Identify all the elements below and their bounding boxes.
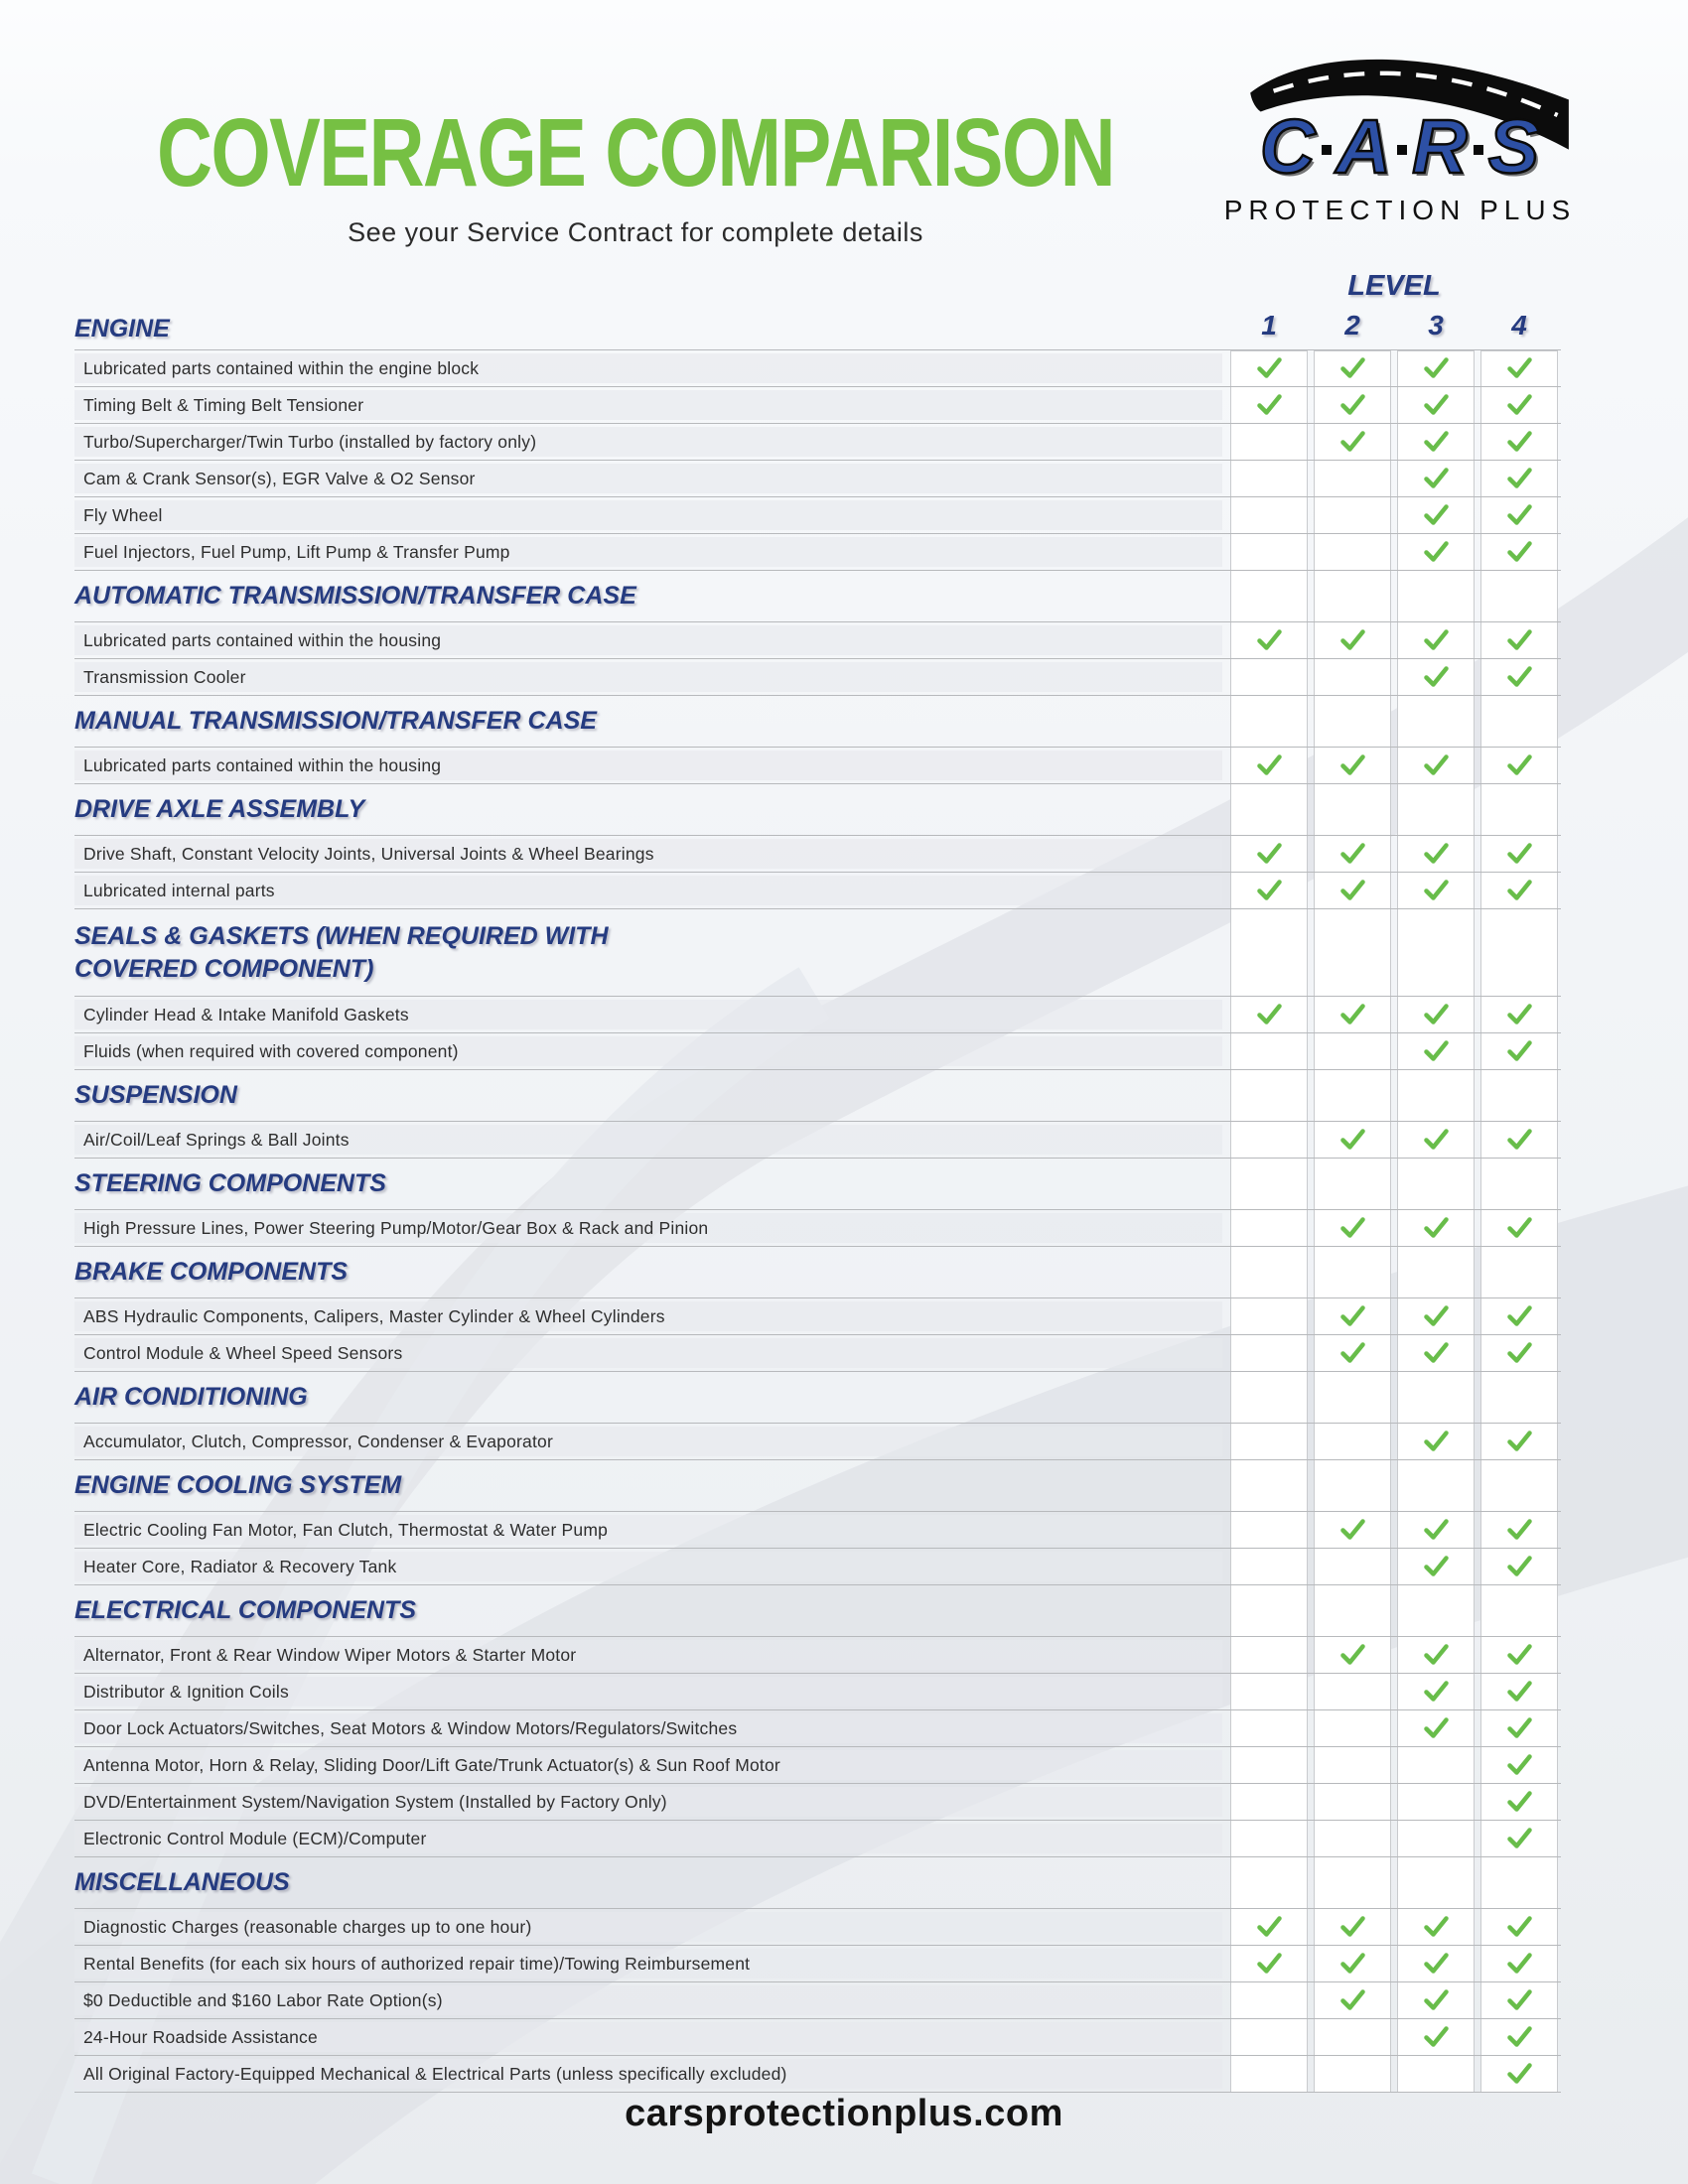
level-cell xyxy=(1311,1304,1394,1328)
level-cell xyxy=(1477,1216,1561,1240)
level-cell xyxy=(1394,393,1477,417)
check-icon xyxy=(1339,393,1366,417)
logo-letter: A xyxy=(1336,104,1393,190)
level-cell xyxy=(1477,1341,1561,1365)
section-header xyxy=(74,571,1561,622)
check-icon xyxy=(1423,540,1450,564)
check-icon xyxy=(1506,842,1533,866)
check-icon xyxy=(1339,628,1366,652)
level-cell xyxy=(1227,753,1311,777)
logo-dot xyxy=(1474,145,1483,155)
table-row xyxy=(74,1512,1561,1549)
row-label: Drive Shaft, Constant Velocity Joints, Universal Joints & Wheel Bearings xyxy=(83,843,654,864)
level-cell xyxy=(1477,1790,1561,1814)
section-title: STEERING COMPONENTS xyxy=(74,1169,386,1198)
header xyxy=(0,98,1271,248)
level-cell xyxy=(1477,393,1561,417)
column-header-row xyxy=(74,298,1561,347)
check-icon xyxy=(1423,1643,1450,1667)
level-column-2: 2 xyxy=(1344,310,1360,341)
table-row xyxy=(74,1637,1561,1674)
level-cell xyxy=(1394,1518,1477,1542)
check-icon xyxy=(1423,665,1450,689)
logo-letter: C xyxy=(1259,104,1317,190)
level-column-4: 4 xyxy=(1511,310,1527,341)
level-cell xyxy=(1227,393,1311,417)
check-icon xyxy=(1423,356,1450,380)
check-icon xyxy=(1506,2062,1533,2086)
row-label: Diagnostic Charges (reasonable charges up to one hour) xyxy=(83,1916,532,1937)
section-title: AIR CONDITIONING xyxy=(74,1383,308,1412)
check-icon xyxy=(1506,1753,1533,1777)
row-label: Control Module & Wheel Speed Sensors xyxy=(83,1342,403,1363)
level-cell xyxy=(1227,842,1311,866)
check-icon xyxy=(1256,1915,1283,1939)
level-cell xyxy=(1394,356,1477,380)
check-icon xyxy=(1256,1952,1283,1976)
table-row xyxy=(74,1821,1561,1857)
level-cell xyxy=(1394,1304,1477,1328)
check-icon xyxy=(1339,1518,1366,1542)
check-icon xyxy=(1339,1341,1366,1365)
table-row xyxy=(74,1298,1561,1335)
table-row xyxy=(74,497,1561,534)
level-cell xyxy=(1477,665,1561,689)
level-cell xyxy=(1477,1518,1561,1542)
section-title: BRAKE COMPONENTS xyxy=(74,1258,349,1287)
check-icon xyxy=(1506,1716,1533,1740)
check-icon xyxy=(1256,1003,1283,1026)
row-label: Lubricated parts contained within the housing xyxy=(83,629,442,650)
table-row xyxy=(74,424,1561,461)
table-row xyxy=(74,1424,1561,1460)
level-cell xyxy=(1311,753,1394,777)
level-cell xyxy=(1311,628,1394,652)
level-cell xyxy=(1394,1430,1477,1453)
row-label: Cylinder Head & Intake Manifold Gaskets xyxy=(83,1004,409,1024)
row-label: Turbo/Supercharger/Twin Turbo (installed by factory only) xyxy=(83,431,537,452)
check-icon xyxy=(1423,1430,1450,1453)
level-cell xyxy=(1311,1216,1394,1240)
row-label: Fluids (when required with covered component) xyxy=(83,1040,459,1061)
level-cell xyxy=(1477,879,1561,902)
check-icon xyxy=(1339,753,1366,777)
row-label: Fuel Injectors, Fuel Pump, Lift Pump & Transfer Pump xyxy=(83,541,510,562)
level-cell xyxy=(1477,1753,1561,1777)
level-cell xyxy=(1227,1915,1311,1939)
coverage-table xyxy=(74,349,1561,2093)
table-row xyxy=(74,1210,1561,1247)
check-icon xyxy=(1506,1555,1533,1578)
check-icon xyxy=(1339,1643,1366,1667)
check-icon xyxy=(1256,393,1283,417)
row-label: Antenna Motor, Horn & Relay, Sliding Door/Lift Gate/Trunk Actuator(s) & Sun Roof Motor xyxy=(83,1754,780,1775)
section-title: SUSPENSION xyxy=(74,1081,237,1110)
check-icon xyxy=(1423,753,1450,777)
row-label: Timing Belt & Timing Belt Tensioner xyxy=(83,394,364,415)
table-row xyxy=(74,1674,1561,1710)
row-label: Air/Coil/Leaf Springs & Ball Joints xyxy=(83,1129,350,1150)
level-cell xyxy=(1477,1988,1561,2012)
check-icon xyxy=(1506,393,1533,417)
level-cell xyxy=(1227,1003,1311,1026)
check-icon xyxy=(1256,628,1283,652)
check-icon xyxy=(1423,1518,1450,1542)
row-label: DVD/Entertainment System/Navigation System (Installed by Factory Only) xyxy=(83,1791,667,1812)
table-row xyxy=(74,350,1561,387)
level-cell xyxy=(1477,1555,1561,1578)
section-header xyxy=(74,1857,1561,1909)
table-row xyxy=(74,1549,1561,1585)
table-row xyxy=(74,873,1561,909)
level-column-1: 1 xyxy=(1261,310,1277,341)
level-cell xyxy=(1311,1518,1394,1542)
row-label: Lubricated parts contained within the housing xyxy=(83,754,442,775)
level-cell xyxy=(1394,665,1477,689)
check-icon xyxy=(1256,879,1283,902)
level-cell xyxy=(1311,393,1394,417)
check-icon xyxy=(1256,842,1283,866)
row-label: Alternator, Front & Rear Window Wiper Motors & Starter Motor xyxy=(83,1644,577,1665)
check-icon xyxy=(1339,430,1366,454)
level-cell xyxy=(1477,1716,1561,1740)
section-header xyxy=(74,696,1561,748)
level-cell xyxy=(1227,879,1311,902)
check-icon xyxy=(1506,753,1533,777)
section-header xyxy=(74,1070,1561,1122)
check-icon xyxy=(1256,753,1283,777)
check-icon xyxy=(1506,628,1533,652)
level-cell xyxy=(1394,842,1477,866)
check-icon xyxy=(1423,1003,1450,1026)
logo-dot xyxy=(1397,145,1407,155)
row-label: Electric Cooling Fan Motor, Fan Clutch, Thermostat & Water Pump xyxy=(83,1519,609,1540)
level-cell xyxy=(1394,2025,1477,2049)
check-icon xyxy=(1506,2025,1533,2049)
check-icon xyxy=(1506,879,1533,902)
check-icon xyxy=(1506,1827,1533,1850)
check-icon xyxy=(1339,356,1366,380)
table-row xyxy=(74,1982,1561,2019)
level-cell xyxy=(1394,503,1477,527)
section-header xyxy=(74,1460,1561,1512)
table-row xyxy=(74,1335,1561,1372)
table-row xyxy=(74,461,1561,497)
check-icon xyxy=(1506,1790,1533,1814)
check-icon xyxy=(1506,1952,1533,1976)
table-row xyxy=(74,1033,1561,1070)
row-label: Accumulator, Clutch, Compressor, Condenser & Evaporator xyxy=(83,1431,554,1451)
table-row xyxy=(74,659,1561,696)
table-row xyxy=(74,1909,1561,1946)
level-cell xyxy=(1477,1003,1561,1026)
level-cell xyxy=(1394,1216,1477,1240)
level-cell xyxy=(1394,1643,1477,1667)
check-icon xyxy=(1506,1643,1533,1667)
check-icon xyxy=(1339,1216,1366,1240)
row-label: Distributor & Ignition Coils xyxy=(83,1681,289,1702)
level-cell xyxy=(1311,1128,1394,1152)
check-icon xyxy=(1339,1304,1366,1328)
table-row xyxy=(74,1710,1561,1747)
section-header xyxy=(74,1372,1561,1424)
check-icon xyxy=(1506,1304,1533,1328)
check-icon xyxy=(1339,1988,1366,2012)
level-cell xyxy=(1477,467,1561,490)
row-label: Door Lock Actuators/Switches, Seat Motors & Window Motors/Regulators/Switches xyxy=(83,1717,738,1738)
row-label: Cam & Crank Sensor(s), EGR Valve & O2 Sensor xyxy=(83,468,476,488)
level-cell xyxy=(1477,753,1561,777)
logo-letter: R xyxy=(1412,104,1469,190)
row-label: Transmission Cooler xyxy=(83,666,246,687)
check-icon xyxy=(1423,1988,1450,2012)
level-cell xyxy=(1394,1988,1477,2012)
check-icon xyxy=(1506,1039,1533,1063)
check-icon xyxy=(1506,467,1533,490)
check-icon xyxy=(1506,430,1533,454)
table-row xyxy=(74,836,1561,873)
level-cell xyxy=(1477,1827,1561,1850)
check-icon xyxy=(1423,842,1450,866)
logo-letter: S xyxy=(1487,104,1541,190)
row-label: All Original Factory-Equipped Mechanical & Electrical Parts (unless specifically excluded) xyxy=(83,2063,787,2084)
level-cell xyxy=(1477,1680,1561,1704)
level-cell xyxy=(1311,1988,1394,2012)
section-title: ELECTRICAL COMPONENTS xyxy=(74,1596,416,1625)
check-icon xyxy=(1423,503,1450,527)
row-label: Lubricated internal parts xyxy=(83,880,275,900)
section-title: SEALS & GASKETS (WHEN REQUIRED WITH COVERED COMPONENT) xyxy=(74,922,609,983)
check-icon xyxy=(1423,430,1450,454)
section-header xyxy=(74,784,1561,836)
section-header xyxy=(74,1159,1561,1210)
table-row xyxy=(74,534,1561,571)
check-icon xyxy=(1339,842,1366,866)
check-icon xyxy=(1506,1216,1533,1240)
check-icon xyxy=(1506,1003,1533,1026)
level-cell xyxy=(1477,2025,1561,2049)
check-icon xyxy=(1506,540,1533,564)
section-title: AUTOMATIC TRANSMISSION/TRANSFER CASE xyxy=(74,582,636,611)
page-title: COVERAGE COMPARISON xyxy=(156,98,1115,206)
row-label: $0 Deductible and $160 Labor Rate Option(s) xyxy=(83,1989,443,2010)
level-cell xyxy=(1227,356,1311,380)
check-icon xyxy=(1423,1039,1450,1063)
table-row xyxy=(74,1784,1561,1821)
check-icon xyxy=(1423,879,1450,902)
check-icon xyxy=(1423,1716,1450,1740)
level-column-3: 3 xyxy=(1428,310,1444,341)
level-cell xyxy=(1227,628,1311,652)
level-cell xyxy=(1394,1003,1477,1026)
table-row xyxy=(74,622,1561,659)
check-icon xyxy=(1423,1341,1450,1365)
cars-protection-plus-logo xyxy=(1199,38,1601,241)
level-cell xyxy=(1477,842,1561,866)
section-header xyxy=(74,1247,1561,1298)
table-row xyxy=(74,748,1561,784)
check-icon xyxy=(1423,1555,1450,1578)
level-cell xyxy=(1311,356,1394,380)
row-label: Rental Benefits (for each six hours of authorized repair time)/Towing Reimbursement xyxy=(83,1953,751,1974)
check-icon xyxy=(1339,879,1366,902)
check-icon xyxy=(1506,665,1533,689)
table-row xyxy=(74,387,1561,424)
level-cell xyxy=(1311,842,1394,866)
level-cell xyxy=(1394,879,1477,902)
check-icon xyxy=(1339,1952,1366,1976)
check-icon xyxy=(1423,2025,1450,2049)
level-header-label: LEVEL xyxy=(1347,270,1441,302)
row-label: Heater Core, Radiator & Recovery Tank xyxy=(83,1556,397,1576)
section-title: MISCELLANEOUS xyxy=(74,1868,290,1897)
check-icon xyxy=(1423,467,1450,490)
check-icon xyxy=(1506,1680,1533,1704)
check-icon xyxy=(1423,1680,1450,1704)
level-cell xyxy=(1394,1716,1477,1740)
check-icon xyxy=(1423,1915,1450,1939)
website-url: carsprotectionplus.com xyxy=(625,2093,1063,2134)
level-cell xyxy=(1394,430,1477,454)
level-cell xyxy=(1311,1915,1394,1939)
check-icon xyxy=(1423,1128,1450,1152)
check-icon xyxy=(1506,356,1533,380)
table-row xyxy=(74,2056,1561,2093)
level-cell xyxy=(1477,2062,1561,2086)
logo-brand-text xyxy=(1199,104,1601,190)
check-icon xyxy=(1506,1988,1533,2012)
check-icon xyxy=(1506,1128,1533,1152)
table-row xyxy=(74,1747,1561,1784)
level-cell xyxy=(1477,430,1561,454)
level-cell xyxy=(1394,540,1477,564)
level-cell xyxy=(1311,879,1394,902)
table-row xyxy=(74,1946,1561,1982)
check-icon xyxy=(1423,393,1450,417)
level-cell xyxy=(1477,1643,1561,1667)
check-icon xyxy=(1423,1216,1450,1240)
check-icon xyxy=(1506,1915,1533,1939)
row-label: Fly Wheel xyxy=(83,504,163,525)
section-title: ENGINE xyxy=(74,315,170,342)
footer xyxy=(0,2093,1688,2135)
level-cell xyxy=(1477,628,1561,652)
level-cell xyxy=(1227,1952,1311,1976)
logo-dot xyxy=(1322,145,1332,155)
level-cell xyxy=(1477,1915,1561,1939)
level-cell xyxy=(1394,1128,1477,1152)
level-cell xyxy=(1477,1304,1561,1328)
section-header xyxy=(74,1585,1561,1637)
table-row xyxy=(74,1122,1561,1159)
level-cell xyxy=(1477,503,1561,527)
check-icon xyxy=(1423,1304,1450,1328)
row-label: Lubricated parts contained within the engine block xyxy=(83,357,480,378)
level-cell xyxy=(1394,1952,1477,1976)
section-title: ENGINE COOLING SYSTEM xyxy=(74,1471,402,1500)
check-icon xyxy=(1506,1341,1533,1365)
check-icon xyxy=(1506,503,1533,527)
level-cell xyxy=(1394,753,1477,777)
level-cell xyxy=(1477,1952,1561,1976)
level-cell xyxy=(1477,1128,1561,1152)
level-cell xyxy=(1394,467,1477,490)
row-label: Electronic Control Module (ECM)/Computer xyxy=(83,1828,427,1848)
check-icon xyxy=(1423,628,1450,652)
check-icon xyxy=(1339,1003,1366,1026)
level-cell xyxy=(1394,1555,1477,1578)
check-icon xyxy=(1256,356,1283,380)
check-icon xyxy=(1339,1128,1366,1152)
level-cell xyxy=(1311,1952,1394,1976)
check-icon xyxy=(1506,1430,1533,1453)
level-cell xyxy=(1477,540,1561,564)
section-header xyxy=(74,909,1561,997)
level-cell xyxy=(1311,1341,1394,1365)
check-icon xyxy=(1423,1952,1450,1976)
page-subtitle: See your Service Contract for complete details xyxy=(348,216,923,247)
level-cell xyxy=(1394,1680,1477,1704)
table-row xyxy=(74,2019,1561,2056)
table-row xyxy=(74,997,1561,1033)
level-cell xyxy=(1311,430,1394,454)
section-title: DRIVE AXLE ASSEMBLY xyxy=(74,795,365,824)
level-cell xyxy=(1311,1003,1394,1026)
row-label: High Pressure Lines, Power Steering Pump/Motor/Gear Box & Rack and Pinion xyxy=(83,1217,709,1238)
level-cell xyxy=(1477,356,1561,380)
level-cell xyxy=(1394,1341,1477,1365)
level-cell xyxy=(1477,1039,1561,1063)
level-cell xyxy=(1311,1643,1394,1667)
check-icon xyxy=(1339,1915,1366,1939)
check-icon xyxy=(1506,1518,1533,1542)
level-cell xyxy=(1394,1915,1477,1939)
level-cell xyxy=(1477,1430,1561,1453)
row-label: ABS Hydraulic Components, Calipers, Master Cylinder & Wheel Cylinders xyxy=(83,1305,665,1326)
row-label: 24-Hour Roadside Assistance xyxy=(83,2026,318,2047)
level-cell xyxy=(1394,628,1477,652)
logo-tagline: PROTECTION PLUS xyxy=(1223,195,1577,225)
level-cell xyxy=(1394,1039,1477,1063)
section-title: MANUAL TRANSMISSION/TRANSFER CASE xyxy=(74,707,597,736)
